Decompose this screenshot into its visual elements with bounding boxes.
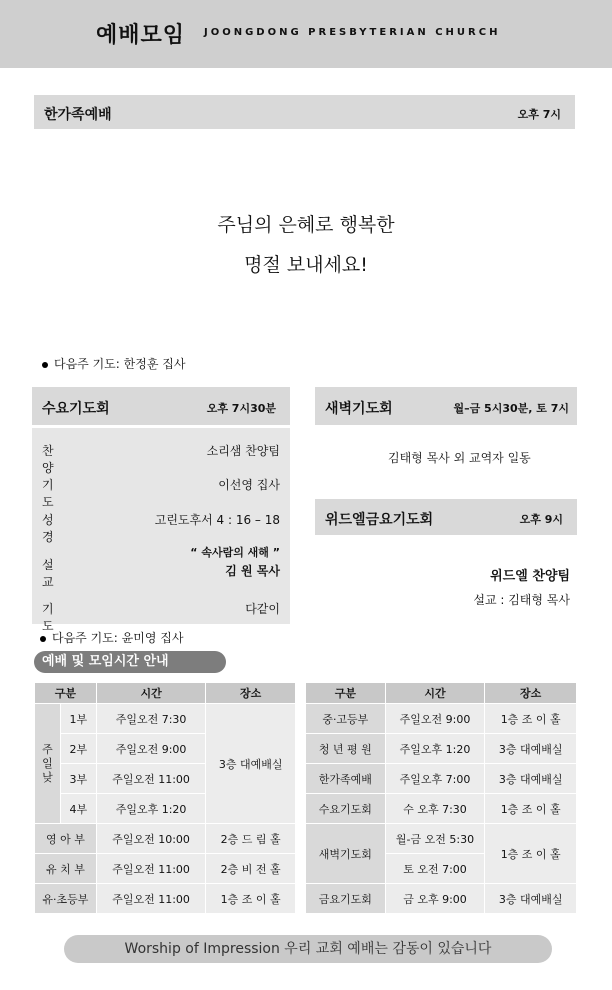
day: 주일오후 — [115, 802, 159, 816]
place: 3층 대예배실 — [485, 734, 577, 764]
row-label: 기도 — [42, 602, 74, 633]
day: 주일오후 — [399, 772, 443, 786]
day: 주일오전 — [112, 832, 155, 846]
place: 1층 조 이 홀 — [206, 884, 296, 914]
dawn-name: 새벽기도회 — [325, 401, 393, 417]
day-time — [96, 794, 206, 824]
bullet-icon — [42, 362, 48, 368]
day: 주일오전 — [399, 712, 443, 726]
place: 1층 조 이 홀 — [485, 704, 577, 734]
wednesday-table — [32, 428, 290, 633]
day: 주일오전 — [115, 742, 159, 756]
schedule-table-right — [305, 682, 577, 914]
day-time — [385, 734, 485, 764]
row-label: 성경 — [42, 513, 74, 544]
division-name: 금요기도회 — [306, 884, 386, 914]
holiday-message-line1: 주님의 은혜로 행복한 — [217, 214, 395, 236]
family-worship-time: 오후 7시 — [517, 108, 561, 121]
place-header: 장소 — [485, 683, 577, 704]
division-header: 구분 — [35, 683, 97, 704]
next-prayer-1-text: 다음주 기도: 한정훈 집사 — [54, 357, 186, 371]
part: 1부 — [60, 704, 96, 734]
time: 11:00 — [158, 892, 190, 906]
header-bar — [0, 0, 612, 68]
day-time — [96, 884, 206, 914]
place: 3층 대예배실 — [485, 884, 577, 914]
place: 3층 대예배실 — [485, 764, 577, 794]
widwell-time: 오후 9시 — [519, 513, 563, 526]
table-row — [35, 704, 296, 734]
row-value: 이선영 집사 — [218, 478, 280, 492]
table-row — [306, 884, 577, 914]
wednesday-header — [32, 387, 290, 425]
bullet-icon — [40, 636, 46, 642]
division-name: 유·초등부 — [35, 884, 97, 914]
day: 주일오전 — [112, 892, 155, 906]
time: 5:30 — [449, 832, 475, 846]
widwell-name: 위드엘금요기도회 — [325, 512, 434, 528]
time: 7:30 — [161, 712, 187, 726]
row-label: 기도 — [42, 478, 74, 509]
schedule-header-row — [35, 683, 296, 704]
table-row — [35, 824, 296, 854]
holiday-message-line2: 명절 보내세요! — [244, 254, 368, 276]
row-value: 다같이 — [245, 602, 280, 616]
day: 주일오후 — [399, 742, 443, 756]
day-time — [96, 854, 206, 884]
time: 1:20 — [445, 742, 471, 756]
time: 9:00 — [442, 892, 467, 906]
day-time — [385, 824, 485, 854]
day: 주일오전 — [112, 772, 155, 786]
division-name: 청 년 평 원 — [306, 734, 386, 764]
wednesday-name: 수요기도회 — [42, 401, 110, 417]
day-time — [385, 854, 485, 884]
day-time — [96, 824, 206, 854]
widwell-team: 위드엘 찬양팀 — [490, 569, 570, 584]
time: 10:00 — [158, 832, 190, 846]
family-worship-header — [34, 95, 575, 129]
division-name: 유 치 부 — [35, 854, 97, 884]
time: 11:00 — [158, 772, 190, 786]
table-row — [306, 764, 577, 794]
next-prayer-2-text: 다음주 기도: 윤미영 집사 — [52, 631, 184, 645]
family-worship-name: 한가족예배 — [44, 107, 112, 123]
place: 2층 비 전 홀 — [206, 854, 296, 884]
table-row — [306, 704, 577, 734]
part: 3부 — [60, 764, 96, 794]
dawn-text: 김태형 목사 외 교역자 일동 — [388, 451, 531, 465]
day: 주일오전 — [115, 712, 159, 726]
widwell-header — [315, 499, 577, 535]
schedule-title: 예배 및 모임시간 안내 — [34, 651, 226, 673]
part: 2부 — [60, 734, 96, 764]
day-time — [96, 704, 206, 734]
sunday-label: 주일낮 — [35, 704, 61, 824]
table-row — [35, 854, 296, 884]
next-prayer-2 — [40, 629, 183, 646]
day: 금 오후 — [403, 892, 439, 906]
row-value: 고린도후서 4 : 16 – 18 — [154, 513, 280, 527]
table-row — [35, 884, 296, 914]
time: 9:00 — [445, 712, 471, 726]
time: 9:00 — [161, 742, 187, 756]
place-header: 장소 — [206, 683, 296, 704]
wednesday-time: 오후 7시30분 — [206, 402, 276, 415]
table-row — [306, 734, 577, 764]
day-time — [385, 704, 485, 734]
time: 7:00 — [442, 862, 467, 876]
division-name: 영 아 부 — [35, 824, 97, 854]
day: 주일오전 — [112, 862, 155, 876]
table-row — [306, 824, 577, 854]
row-value: 소리샘 찬양팀 — [206, 444, 280, 458]
dawn-header — [315, 387, 577, 425]
time-header: 시간 — [385, 683, 485, 704]
division-name: 새벽기도회 — [306, 824, 386, 884]
time-header: 시간 — [96, 683, 206, 704]
place: 2층 드 림 홀 — [206, 824, 296, 854]
division-name: 중·고등부 — [306, 704, 386, 734]
row-label: 설교 — [42, 558, 74, 589]
sermon-title: “ 속사람의 새해 ” — [190, 546, 280, 559]
division-name: 수요기도회 — [306, 794, 386, 824]
sunday-place: 3층 대예배실 — [206, 704, 296, 824]
division-header: 구분 — [306, 683, 386, 704]
row-label: 찬양 — [42, 444, 74, 475]
schedule-table-left — [34, 682, 296, 914]
division-name: 한가족예배 — [306, 764, 386, 794]
next-prayer-1 — [42, 355, 185, 372]
day-time — [96, 764, 206, 794]
part: 4부 — [60, 794, 96, 824]
time: 11:00 — [158, 862, 190, 876]
footer-banner: Worship of Impression 우리 교회 예배는 감동이 있습니다 — [64, 935, 552, 963]
place: 1층 조 이 홀 — [485, 824, 577, 884]
church-name: JOONGDONG PRESBYTERIAN CHURCH — [204, 27, 501, 38]
place: 1층 조 이 홀 — [485, 794, 577, 824]
time: 7:30 — [442, 802, 467, 816]
page-title: 예배모임 — [96, 23, 186, 48]
widwell-sermon: 설교 : 김태형 목사 — [473, 593, 570, 607]
dawn-time: 월–금 5시30분, 토 7시 — [453, 402, 569, 415]
day: 수 오후 — [403, 802, 439, 816]
day: 토 오전 — [403, 862, 439, 876]
day-time — [385, 794, 485, 824]
day: 월-금 오전 — [395, 832, 446, 846]
time: 1:20 — [161, 802, 187, 816]
day-time — [385, 764, 485, 794]
table-row — [306, 794, 577, 824]
time: 7:00 — [445, 772, 471, 786]
schedule-header-row — [306, 683, 577, 704]
day-time — [385, 884, 485, 914]
day-time — [96, 734, 206, 764]
sermon-preacher: 김 원 목사 — [225, 564, 280, 578]
